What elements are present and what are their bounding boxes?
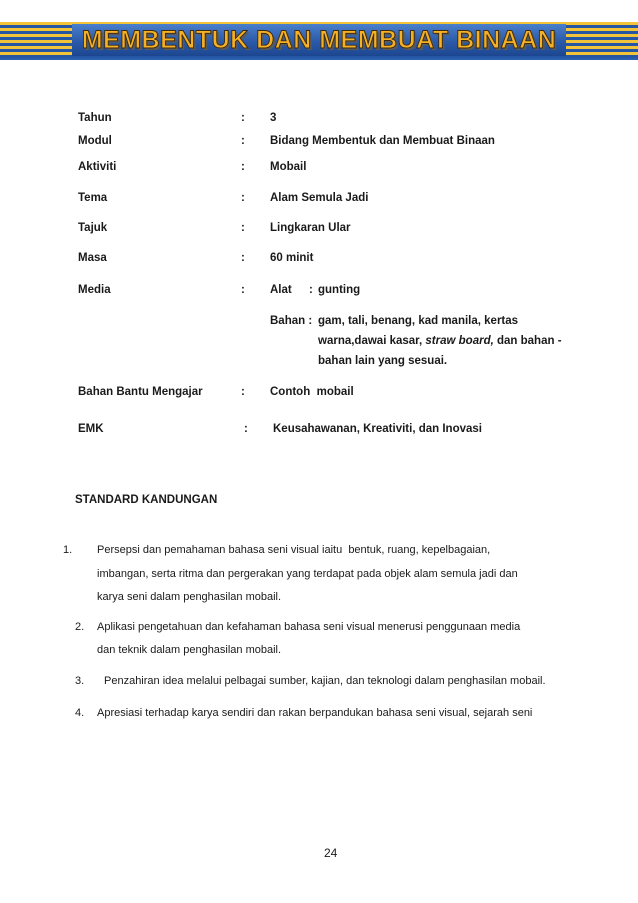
list-item-number: 3. <box>75 675 85 687</box>
info-sep: : <box>241 192 245 204</box>
media-bahan-line-2-start: warna,dawai kasar, <box>318 335 426 347</box>
list-item-line: Penzahiran idea melalui pelbagai sumber, kajian, dan teknologi dalam penghasilan mobail. <box>104 675 546 687</box>
info-label-media: Media <box>78 284 111 296</box>
info-sep: : <box>241 161 245 173</box>
list-item-number: 1. <box>63 544 73 556</box>
page-title: MEMBENTUK DAN MEMBUAT BINAAN <box>81 26 557 54</box>
info-label-modul: Modul <box>78 135 112 147</box>
info-sep: : <box>241 386 245 398</box>
list-item-line: Persepsi dan pemahaman bahasa seni visual iaitu bentuk, ruang, kepelbagaian, <box>97 544 491 556</box>
media-alat-value: gunting <box>318 284 361 296</box>
page-number: 24 <box>324 846 338 860</box>
list-item-line: dan teknik dalam penghasilan mobail. <box>97 644 282 656</box>
list-item-line: Aplikasi pengetahuan dan kefahaman bahasa seni visual menerusi penggunaan media <box>97 621 521 633</box>
media-bahan-line-3: bahan lain yang sesuai. <box>318 355 448 367</box>
media-bahan-line-2-end: dan bahan - <box>493 335 562 347</box>
info-value-bahan-bantu-mengajar: Contoh mobail <box>270 386 354 398</box>
info-sep: : <box>244 423 248 435</box>
info-sep: : <box>241 284 245 296</box>
info-value-masa: 60 minit <box>270 252 314 264</box>
list-item-number: 4. <box>75 707 85 719</box>
info-value-emk: Keusahawanan, Kreativiti, dan Inovasi <box>273 423 482 435</box>
info-value-tahun: 3 <box>270 112 277 124</box>
info-label-bahan-bantu-mengajar: Bahan Bantu Mengajar <box>78 386 203 398</box>
list-item-number: 2. <box>75 621 85 633</box>
info-label-tajuk: Tajuk <box>78 222 108 234</box>
info-value-aktiviti: Mobail <box>270 161 307 173</box>
info-value-tajuk: Lingkaran Ular <box>270 222 351 234</box>
section-heading: STANDARD KANDUNGAN <box>75 494 218 506</box>
media-alat-label: Alat <box>270 284 292 296</box>
info-label-tahun: Tahun <box>78 112 112 124</box>
media-bahan-label: Bahan : <box>270 315 313 327</box>
media-alat-sep: : <box>309 284 313 296</box>
info-label-tema: Tema <box>78 192 108 204</box>
header-rule <box>0 58 638 60</box>
info-label-emk: EMK <box>78 423 104 435</box>
info-value-modul: Bidang Membentuk dan Membuat Binaan <box>270 135 495 147</box>
info-sep: : <box>241 112 245 124</box>
info-sep: : <box>241 222 245 234</box>
info-label-aktiviti: Aktiviti <box>78 161 117 173</box>
info-value-tema: Alam Semula Jadi <box>270 192 369 204</box>
info-sep: : <box>241 135 245 147</box>
list-item-line: imbangan, serta ritma dan pergerakan yang terdapat pada objek alam semula jadi dan <box>97 568 518 580</box>
media-bahan-line-2 <box>318 334 562 348</box>
media-bahan-line-2-emphasis: straw board, <box>425 335 494 347</box>
list-item-line: Apresiasi terhadap karya sendiri dan rakan berpandukan bahasa seni visual, sejarah seni <box>97 707 533 719</box>
info-label-masa: Masa <box>78 252 107 264</box>
media-bahan-line-1: gam, tali, benang, kad manila, kertas <box>318 315 519 327</box>
list-item-line: karya seni dalam penghasilan mobail. <box>97 591 282 603</box>
info-sep: : <box>241 252 245 264</box>
